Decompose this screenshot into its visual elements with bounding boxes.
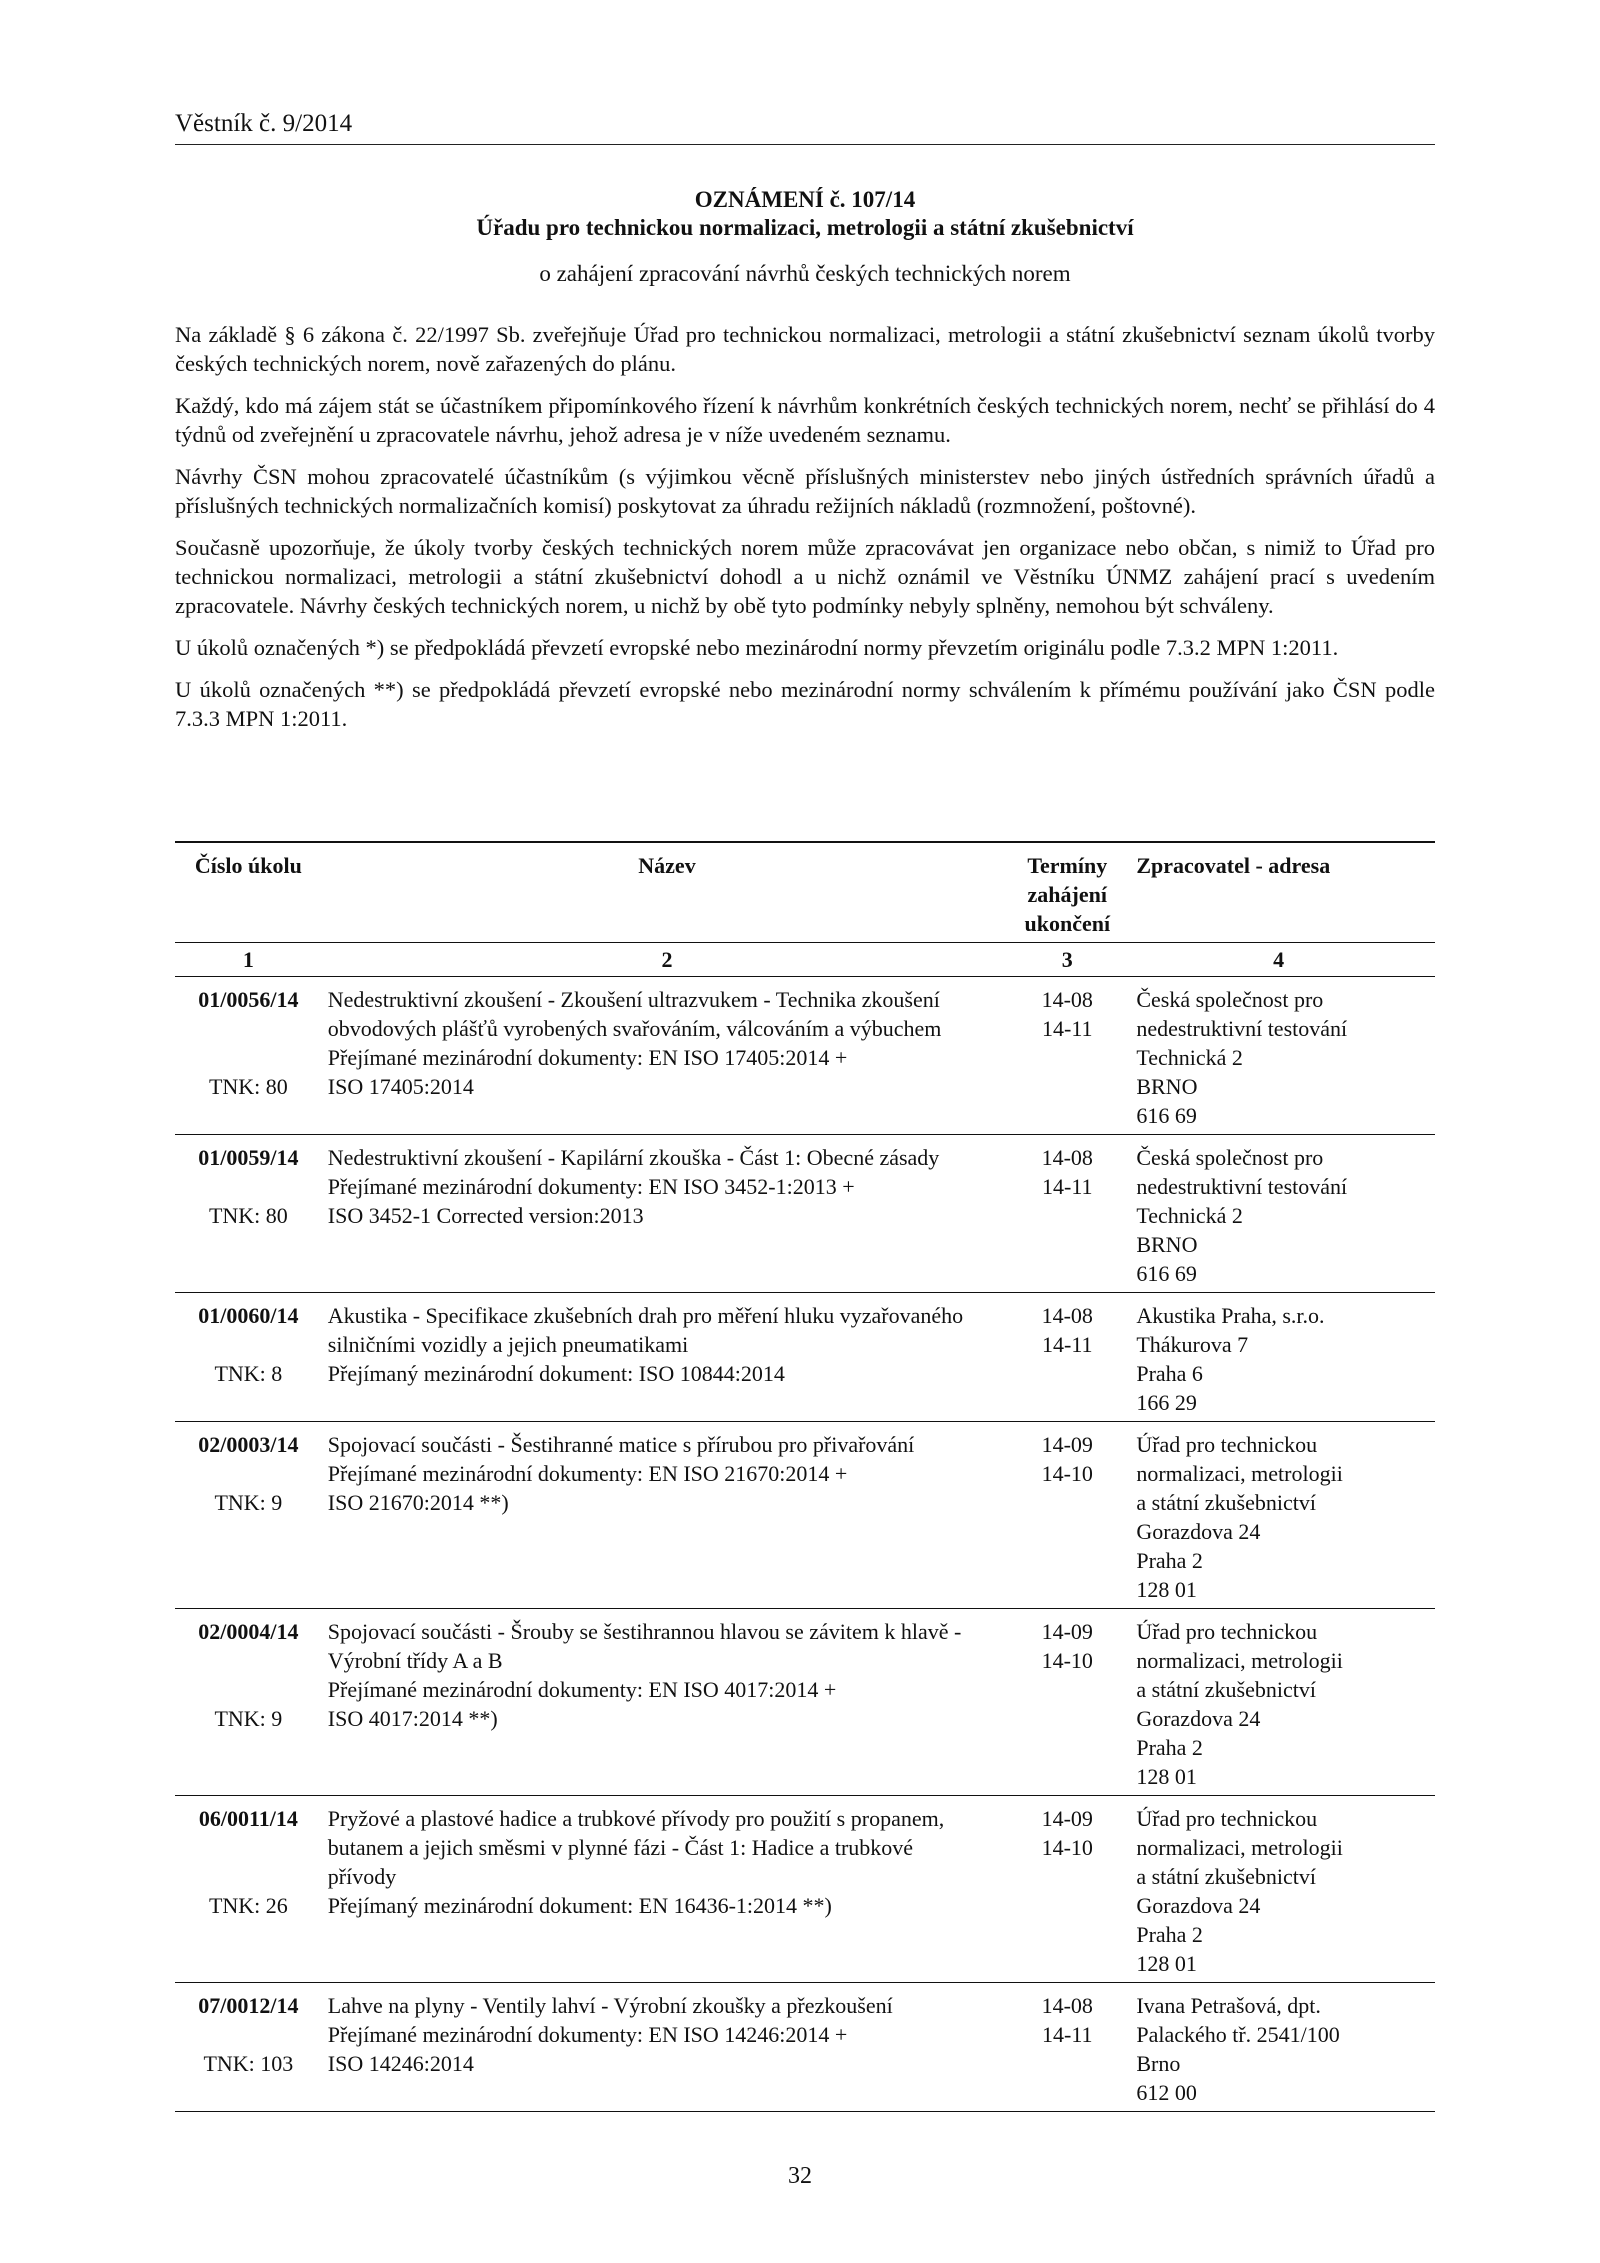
address-line: Ivana Petrašová, dpt. <box>1136 1993 1321 2018</box>
end-date: 14-11 <box>1042 1016 1093 1041</box>
address-line: 128 01 <box>1136 1764 1197 1789</box>
table-header-row <box>175 842 1435 943</box>
spacer <box>181 1330 316 1359</box>
task-id-cell <box>175 1796 322 1983</box>
table-row <box>175 1422 1435 1609</box>
task-id-cell <box>175 1293 322 1422</box>
start-date: 14-08 <box>1041 1145 1093 1170</box>
address-line: Brno <box>1136 2051 1181 2076</box>
task-number: 06/0011/14 <box>198 1806 298 1831</box>
spacer <box>181 1646 316 1675</box>
task-terms-cell <box>1012 1293 1122 1422</box>
task-name-cell <box>322 1983 1012 2112</box>
task-name-line: Spojovací součásti - Šrouby se šestihrannou hlavou se závitem k hlavě - <box>327 1619 962 1644</box>
address-line: Praha 2 <box>1136 1548 1203 1573</box>
address-line: 612 00 <box>1136 2080 1197 2105</box>
processor-address-cell <box>1122 1135 1435 1293</box>
spacer <box>181 1172 316 1201</box>
task-name-line: Přejímaný mezinárodní dokument: EN 16436-1:2014 **) <box>327 1893 832 1918</box>
address-line: 128 01 <box>1136 1951 1197 1976</box>
start-date: 14-09 <box>1041 1619 1093 1644</box>
issuing-office: Úřadu pro technickou normalizaci, metrologii a státní zkušebnictví <box>476 215 1134 240</box>
column-number: 3 <box>1012 943 1122 977</box>
header-name: Název <box>322 842 1012 943</box>
tasks-table <box>175 841 1435 2112</box>
address-line: Česká společnost pro <box>1136 987 1324 1012</box>
task-terms-cell <box>1012 1422 1122 1609</box>
task-id-cell <box>175 1609 322 1796</box>
address-line: 128 01 <box>1136 1577 1197 1602</box>
tnk-label: TNK: 9 <box>214 1706 283 1731</box>
task-name-cell <box>322 1422 1012 1609</box>
task-name-line: Přejímaný mezinárodní dokument: ISO 10844:2014 <box>327 1361 785 1386</box>
task-id-cell <box>175 1422 322 1609</box>
task-name-line: Nedestruktivní zkoušení - Kapilární zkouška - Část 1: Obecné zásady <box>327 1145 940 1170</box>
address-line: BRNO <box>1136 1232 1198 1257</box>
tnk-label: TNK: 103 <box>203 2051 294 2076</box>
header-terms-line: Termíny <box>1027 853 1108 878</box>
tnk-label: TNK: 26 <box>208 1893 288 1918</box>
start-date: 14-09 <box>1041 1806 1093 1831</box>
processor-address-cell <box>1122 1293 1435 1422</box>
task-terms-cell <box>1012 1135 1122 1293</box>
address-line: Praha 6 <box>1136 1361 1203 1386</box>
table-row <box>175 1135 1435 1293</box>
table-row <box>175 977 1435 1135</box>
header-processor: Zpracovatel - adresa <box>1122 842 1435 943</box>
spacer <box>181 2020 316 2049</box>
paragraph: U úkolů označených **) se předpokládá převzetí evropské nebo mezinárodní normy schválením k přímému používání jako ČSN podle 7.3.3 MPN 1:2011. <box>175 677 1435 731</box>
task-name-line: ISO 4017:2014 **) <box>327 1706 498 1731</box>
table-row <box>175 1609 1435 1796</box>
address-line: nedestruktivní testování <box>1136 1174 1348 1199</box>
spacer <box>181 1833 316 1862</box>
table-column-numbers-row <box>175 943 1435 977</box>
task-name-line: butanem a jejich směsmi v plynné fázi - Část 1: Hadice a trubkové <box>327 1835 914 1860</box>
end-date: 14-10 <box>1041 1461 1093 1486</box>
address-line: a státní zkušebnictví <box>1136 1490 1316 1515</box>
end-date: 14-11 <box>1042 1174 1093 1199</box>
address-line: normalizaci, metrologii <box>1136 1835 1343 1860</box>
address-line: Úřad pro technickou <box>1136 1806 1318 1831</box>
task-name-line: ISO 21670:2014 **) <box>327 1490 509 1515</box>
task-id-cell <box>175 1135 322 1293</box>
table-row <box>175 1796 1435 1983</box>
address-line: 616 69 <box>1136 1261 1197 1286</box>
address-line: Gorazdova 24 <box>1136 1893 1261 1918</box>
address-line: normalizaci, metrologii <box>1136 1648 1343 1673</box>
task-name-cell <box>322 1135 1012 1293</box>
header-terms-line: zahájení <box>1027 882 1107 907</box>
announcement-number: OZNÁMENÍ č. 107/14 <box>694 187 916 212</box>
address-line: Praha 2 <box>1136 1922 1203 1947</box>
page-number: 32 <box>788 2163 812 2189</box>
spacer <box>181 1862 316 1891</box>
paragraph: Návrhy ČSN mohou zpracovatelé účastníkům (s výjimkou věcně příslušných ministerstev nebo jiných ústředních správních úřadů a příslušných technických normalizačních komisí) poskytovat za úhradu režijních nákladů (rozmnožení, poštovné). <box>175 464 1435 518</box>
tnk-label: TNK: 8 <box>214 1361 283 1386</box>
start-date: 14-08 <box>1041 1993 1093 2018</box>
task-terms-cell <box>1012 1609 1122 1796</box>
tnk-label: TNK: 9 <box>214 1490 283 1515</box>
header-id: Číslo úkolu <box>175 842 322 943</box>
task-number: 02/0003/14 <box>198 1432 299 1457</box>
column-number: 4 <box>1122 943 1435 977</box>
header-terms <box>1012 842 1122 943</box>
column-number: 1 <box>175 943 322 977</box>
end-date: 14-10 <box>1041 1835 1093 1860</box>
task-name-line: Výrobní třídy A a B <box>327 1648 503 1673</box>
spacer <box>181 1014 316 1043</box>
start-date: 14-09 <box>1041 1432 1093 1457</box>
task-number: 01/0059/14 <box>198 1145 299 1170</box>
address-line: Technická 2 <box>1136 1203 1243 1228</box>
tnk-label: TNK: 80 <box>208 1203 288 1228</box>
task-name-line: Lahve na plyny - Ventily lahví - Výrobní zkoušky a přezkoušení <box>327 1993 893 2018</box>
address-line: Thákurova 7 <box>1136 1332 1249 1357</box>
announcement-subtitle: o zahájení zpracování návrhů českých technických norem <box>539 261 1071 286</box>
announcement-title-block <box>175 186 1435 288</box>
task-number: 07/0012/14 <box>198 1993 299 2018</box>
task-terms-cell <box>1012 1983 1122 2112</box>
address-line: Praha 2 <box>1136 1735 1203 1760</box>
processor-address-cell <box>1122 1609 1435 1796</box>
paragraph: U úkolů označených *) se předpokládá převzetí evropské nebo mezinárodní normy převzetím originálu podle 7.3.2 MPN 1:2011. <box>175 635 1339 660</box>
table-row <box>175 1983 1435 2112</box>
address-line: 616 69 <box>1136 1103 1197 1128</box>
paragraph: Současně upozorňuje, že úkoly tvorby českých technických norem může zpracovávat jen organizace nebo občan, s nimiž to Úřad pro technickou normalizaci, metrologii a státní zkušebnictví dohodl a u nichž oznámil ve Věstníku ÚNMZ zahájení prací s uvedením zpracovatele. Návrhy českých technických norem, u nichž by obě tyto podmínky nebyly splněny, nemohou být schváleny. <box>175 535 1435 618</box>
running-header: Věstník č. 9/2014 <box>175 110 1435 145</box>
address-line: nedestruktivní testování <box>1136 1016 1348 1041</box>
task-name-cell <box>322 1796 1012 1983</box>
processor-address-cell <box>1122 1422 1435 1609</box>
task-id-cell <box>175 977 322 1135</box>
task-name-line: ISO 14246:2014 <box>327 2051 474 2076</box>
header-terms-line: ukončení <box>1024 911 1111 936</box>
address-line: BRNO <box>1136 1074 1198 1099</box>
address-line: Gorazdova 24 <box>1136 1519 1261 1544</box>
task-terms-cell <box>1012 977 1122 1135</box>
address-line: Technická 2 <box>1136 1045 1243 1070</box>
paragraph: Každý, kdo má zájem stát se účastníkem připomínkového řízení k návrhům konkrétních českých technických norem, nechť se přihlásí do 4 týdnů od zveřejnění u zpracovatele návrhu, jehož adresa je v níže uvedeném seznamu. <box>175 393 1435 447</box>
spacer <box>181 1675 316 1704</box>
address-line: Úřad pro technickou <box>1136 1619 1318 1644</box>
task-name-line: Přejímané mezinárodní dokumenty: EN ISO 14246:2014 + <box>327 2022 848 2047</box>
address-line: a státní zkušebnictví <box>1136 1864 1316 1889</box>
task-name-line: ISO 17405:2014 <box>327 1074 474 1099</box>
address-line: Gorazdova 24 <box>1136 1706 1261 1731</box>
end-date: 14-11 <box>1042 1332 1093 1357</box>
start-date: 14-08 <box>1041 987 1093 1012</box>
spacer <box>181 1043 316 1072</box>
task-name-line: Přejímané mezinárodní dokumenty: EN ISO 17405:2014 + <box>327 1045 848 1070</box>
address-line: Česká společnost pro <box>1136 1145 1324 1170</box>
processor-address-cell <box>1122 977 1435 1135</box>
task-name-line: Pryžové a plastové hadice a trubkové přívody pro použití s propanem, <box>327 1806 945 1831</box>
address-line: 166 29 <box>1136 1390 1197 1415</box>
column-number: 2 <box>322 943 1012 977</box>
end-date: 14-10 <box>1041 1648 1093 1673</box>
task-name-line: ISO 3452-1 Corrected version:2013 <box>327 1203 644 1228</box>
task-name-line: přívody <box>327 1864 397 1889</box>
task-name-cell <box>322 1609 1012 1796</box>
table-row <box>175 1293 1435 1422</box>
address-line: Úřad pro technickou <box>1136 1432 1318 1457</box>
task-id-cell <box>175 1983 322 2112</box>
task-name-line: silničními vozidly a jejich pneumatikami <box>327 1332 689 1357</box>
task-number: 01/0056/14 <box>198 987 299 1012</box>
processor-address-cell <box>1122 1796 1435 1983</box>
task-name-cell <box>322 977 1012 1135</box>
task-name-line: obvodových plášťů vyrobených svařováním, válcováním a výbuchem <box>327 1016 942 1041</box>
start-date: 14-08 <box>1041 1303 1093 1328</box>
task-name-line: Spojovací součásti - Šestihranné matice s přírubou pro přivařování <box>327 1432 915 1457</box>
address-line: a státní zkušebnictví <box>1136 1677 1316 1702</box>
task-name-line: Přejímané mezinárodní dokumenty: EN ISO 21670:2014 + <box>327 1461 848 1486</box>
address-line: Akustika Praha, s.r.o. <box>1136 1303 1325 1328</box>
address-line: Palackého tř. 2541/100 <box>1136 2022 1340 2047</box>
task-number: 02/0004/14 <box>198 1619 299 1644</box>
task-terms-cell <box>1012 1796 1122 1983</box>
spacer <box>181 1459 316 1488</box>
task-name-line: Nedestruktivní zkoušení - Zkoušení ultrazvukem - Technika zkoušení <box>327 987 940 1012</box>
task-number: 01/0060/14 <box>198 1303 299 1328</box>
tnk-label: TNK: 80 <box>208 1074 288 1099</box>
task-name-line: Akustika - Specifikace zkušebních drah pro měření hluku vyzařovaného <box>327 1303 964 1328</box>
body-text <box>175 320 1435 746</box>
end-date: 14-11 <box>1042 2022 1093 2047</box>
address-line: normalizaci, metrologii <box>1136 1461 1343 1486</box>
task-name-line: Přejímané mezinárodní dokumenty: EN ISO 3452-1:2013 + <box>327 1174 855 1199</box>
paragraph: Na základě § 6 zákona č. 22/1997 Sb. zveřejňuje Úřad pro technickou normalizaci, metrologii a státní zkušebnictví seznam úkolů tvorby českých technických norem, nově zařazených do plánu. <box>175 322 1435 376</box>
task-name-cell <box>322 1293 1012 1422</box>
task-name-line: Přejímané mezinárodní dokumenty: EN ISO 4017:2014 + <box>327 1677 837 1702</box>
processor-address-cell <box>1122 1983 1435 2112</box>
table-body <box>175 977 1435 2112</box>
